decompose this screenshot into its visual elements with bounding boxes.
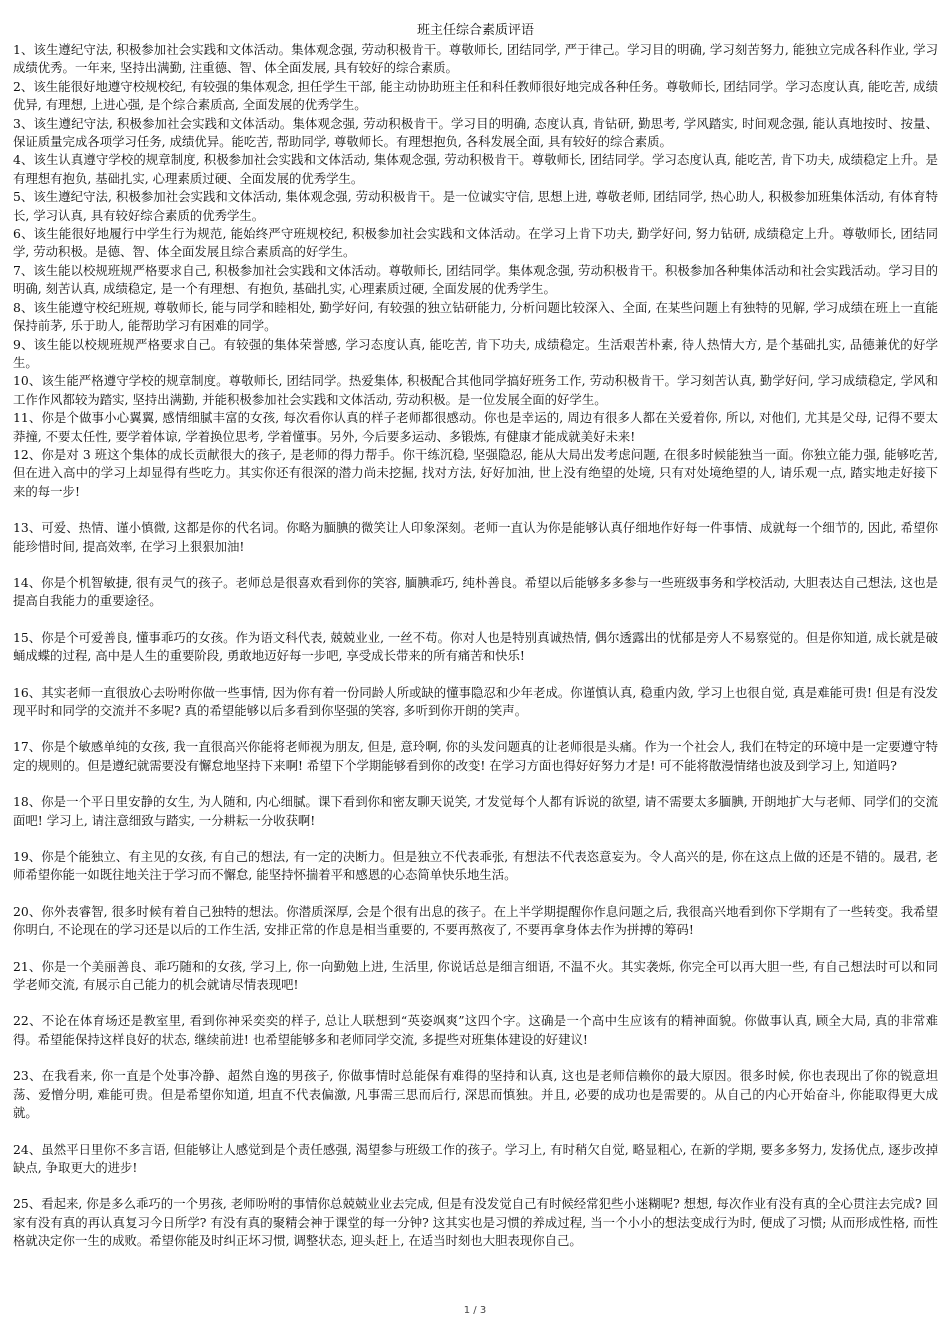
- comment-entry-11: 11、你是个做事小心翼翼, 感情细腻丰富的女孩, 每次看你认真的样子老师都很感动。你也是幸运的, 周边有很多人都在关爱着你, 所以, 对他们, 尤其是父母, 记得不要太莽撞, 不要太任性, 要学着体谅, 学着换位思考, 学着懂事。另外, 今后要多运动、多锻炼, 有健康才能成就美好未来!: [13, 410, 938, 444]
- comment-entry-10: 10、该生能严格遵守学校的规章制度。尊敬师长, 团结同学。热爱集体, 积极配合其他同学搞好班务工作, 劳动积极肯干。学习刻苦认真, 勤学好问, 学习成绩稳定, 学风和工作作风都较为踏实, 坚持出满勤, 并能积极参加社会实践和文体活动, 劳动积极。是一位发展全面的好学生。: [13, 373, 938, 407]
- comment-entry-19: 19、你是个能独立、有主见的女孩, 有自己的想法, 有一定的决断力。但是独立不代表乖张, 有想法不代表恣意妄为。令人高兴的是, 你在这点上做的还是不错的。晟君, 老师希望你能一如既往地关注于学习而不懈怠, 能坚持怀揣着平和感恩的心态简单快乐地生活。: [13, 849, 938, 883]
- comment-entry-3: 3、该生遵纪守法, 积极参加社会实践和文体活动。集体观念强, 劳动积极肯干。学习目的明确, 态度认真, 肯钻研, 勤思考, 学风踏实, 时间观念强, 能认真地按时、按量、保证质量完成各项学习任务, 成绩优异。能吃苦, 帮助同学, 尊敬师长。有理想抱负, 各科发展全面, 具有较好的综合素质。: [13, 115, 938, 150]
- comment-entry-15: 15、你是个可爱善良, 懂事乖巧的女孩。作为语文科代表, 兢兢业业, 一丝不苟。你对人也是特别真诚热情, 偶尔透露出的忧郁是旁人不易察觉的。但是你知道, 成长就是破蛹成蝶的过程, 高中是人生的重要阶段, 勇敢地迈好每一步吧, 享受成长带来的所有痛苦和快乐!: [13, 629, 938, 664]
- comment-entry-21: 21、你是一个美丽善良、乖巧随和的女孩, 学习上, 你一向勤勉上进, 生活里, 你说话总是细言细语, 不温不火。其实袭烁, 你完全可以再大胆一些, 有自己想法时可以和同学老师交流, 有展示自己能力的机会就请尽情表现吧!: [13, 958, 938, 993]
- comment-entry-6: 6、该生能很好地履行中学生行为规范, 能始终严守班规校纪, 积极参加社会实践和文体活动。在学习上肯下功夫, 勤学好问, 努力钻研, 成绩稳定上升。尊敬师长, 团结同学, 劳动积极。是德、智、体全面发展且综合素质高的好学生。: [13, 226, 938, 260]
- comment-entry-18: 18、你是一个平日里安静的女生, 为人随和, 内心细腻。课下看到你和密友聊天说笑, 才发觉每个人都有诉说的欲望, 请不需要太多腼腆, 开朗地扩大与老师、同学们的交流面吧! 学习上, 请注意细致与踏实, 一分耕耘一分收获啊!: [13, 794, 938, 828]
- comment-entry-1: 1、该生遵纪守法, 积极参加社会实践和文体活动。集体观念强, 劳动积极肯干。尊敬师长, 团结同学, 严于律己。学习目的明确, 学习刻苦努力, 能独立完成各科作业, 学习成绩优秀。一年来, 坚持出满勤, 注重德、智、体全面发展, 具有较好的综合素质。: [13, 42, 938, 76]
- page-number: 1 / 3: [463, 1305, 487, 1316]
- comment-entry-23: 23、在我看来, 你一直是个处事冷静、超然自逸的男孩子, 你做事情时总能保有难得的坚持和认真, 这也是老师信赖你的最大原因。很多时候, 你也表现出了你的锐意坦荡、爱憎分明, 难能可贵。但是希望你知道, 坦直不代表偏激, 凡事需三思而后行, 深思而慎独。并且, 必要的成功也是需要的。从自己的内心开始奋斗, 你能取得更大成就。: [13, 1068, 938, 1121]
- comment-entry-12: 12、你是对 3 班这个集体的成长贡献很大的孩子, 是老师的得力帮手。你干练沉稳, 坚强隐忍, 能从大局出发考虑问题, 在很多时候能独当一面。你独立能力强, 能够吃苦, 但在进入高中的学习上却显得有些吃力。其实你还有很深的潜力尚未挖掘, 找对方法, 好好加油, 世上没有绝望的处境, 只有对处境绝望的人, 请乐观一点, 踏实地走好接下来的每一步!: [13, 446, 938, 499]
- document-page: [13, 22, 938, 1251]
- comment-entry-2: 2、该生能很好地遵守校规校纪, 有较强的集体观念, 担任学生干部, 能主动协助班主任和科任教师很好地完成各种任务。尊敬师长, 团结同学。学习态度认真, 能吃苦, 成绩优异, 有理想, 上进心强, 是个综合素质高, 全面发展的优秀学生。: [13, 78, 938, 113]
- comment-entry-13: 13、可爱、热情、谨小慎微, 这都是你的代名词。你略为腼腆的微笑让人印象深刻。老师一直认为你是能够认真仔细地作好每一件事情、成就每一个细节的, 因此, 希望你能珍惜时间, 提高效率, 在学习上狠狠加油!: [13, 520, 938, 554]
- comment-entry-22: 22、不论在体育场还是教室里, 看到你神采奕奕的样子, 总让人联想到“英姿飒爽”这四个字。这确是一个高中生应该有的精神面貌。你做事认真, 顾全大局, 真的非常难得。希望能保持这样良好的状态, 继续前进! 也希望能够多和老师同学交流, 多提些对班集体建设的好建议!: [13, 1013, 938, 1047]
- comment-entry-17: 17、你是个敏感单纯的女孩, 我一直很高兴你能将老师视为朋友, 但是, 意玲啊, 你的头发问题真的让老师很是头痛。作为一个社会人, 我们在特定的环境中是一定要遵守特定的规则的。但是遵纪就需要没有懈怠地坚持下来啊! 希望下个学期能够看到你的改变! 在学习方面也得好好努力才是! 可不能将散漫情绪也波及到学习上, 知道吗?: [13, 739, 938, 773]
- comment-entry-20: 20、你外表睿智, 很多时候有着自己独特的想法。你潜质深厚, 会是个很有出息的孩子。在上半学期提醒你作息问题之后, 我很高兴地看到你下学期有了一些转变。我希望你明白, 不论现在的学习还是以后的工作生活, 安排正常的作息是相当重要的, 不要再熬夜了, 不要再拿身体去作为拼搏的筹码!: [13, 903, 938, 938]
- comment-entry-24: 24、虽然平日里你不多言语, 但能够让人感觉到是个责任感强, 渴望参与班级工作的孩子。学习上, 有时稍欠自觉, 略显粗心, 在新的学期, 要多多努力, 发扬优点, 逐步改掉缺点, 争取更大的进步!: [13, 1141, 938, 1175]
- comment-entry-16: 16、其实老师一直很放心去吩咐你做一些事情, 因为你有着一份同龄人所或缺的懂事隐忍和少年老成。你谨慎认真, 稳重内敛, 学习上也很自觉, 真是难能可贵! 但是有没发现平时和同学的交流并不多呢? 真的希望能够以后多看到你坚强的笑容, 多听到你开朗的笑声。: [13, 684, 938, 718]
- comment-entry-8: 8、该生能遵守校纪班规, 尊敬师长, 能与同学和睦相处, 勤学好问, 有较强的独立钻研能力, 分析问题比较深入、全面, 在某些问题上有独特的见解, 学习成绩在班上一直能保持前茅, 乐于助人, 能帮助学习有困难的同学。: [13, 299, 938, 334]
- comment-entry-4: 4、该生认真遵守学校的规章制度, 积极参加社会实践和文体活动, 集体观念强, 劳动积极肯干。尊敬师长, 团结同学。学习态度认真, 能吃苦, 肯下功夫, 成绩稳定上升。是有理想有抱负, 基础扎实, 心理素质过硬、全面发展的优秀学生。: [13, 152, 938, 186]
- comment-list: [13, 41, 938, 1251]
- document-title: 班主任综合素质评语: [416, 23, 534, 38]
- comment-entry-5: 5、该生遵纪守法, 积极参加社会实践和文体活动, 集体观念强, 劳动积极肯干。是一位诚实守信, 思想上进, 尊敬老师, 团结同学, 热心助人, 积极参加班集体活动, 有体育特长, 学习认真, 具有较好综合素质的优秀学生。: [13, 189, 938, 223]
- comment-entry-25: 25、看起来, 你是多么乖巧的一个男孩, 老师吩咐的事情你总兢兢业业去完成, 但是有没发觉自己有时候经常犯些小迷糊呢? 想想, 每次作业有没有真的全心贯注去完成? 回家有没有真的再认真复习今日所学? 有没有真的聚精会神于课堂的每一分钟? 这其实也是习惯的养成过程, 当一个小小的想法变成行为时, 便成了习惯; 从而形成性格, 而性格就决定你一生的成败。希望你能及时纠正坏习惯, 调整状态, 迎头赶上, 在适当时刻也大胆表现你自己。: [13, 1196, 938, 1249]
- comment-entry-7: 7、该生能以校规班规严格要求自己, 积极参加社会实践和文体活动。尊敬师长, 团结同学。集体观念强, 劳动积极肯干。积极参加各种集体活动和社会实践活动。学习目的明确, 刻苦认真, 成绩稳定, 是一个有理想、有抱负, 基础扎实, 心理素质过硬, 全面发展的优秀学生。: [13, 262, 938, 297]
- comment-entry-14: 14、你是个机智敏捷, 很有灵气的孩子。老师总是很喜欢看到你的笑容, 腼腆乖巧, 纯朴善良。希望以后能够多多参与一些班级事务和学校活动, 大胆表达自己想法, 这也是提高自我能力的重要途径。: [13, 574, 938, 609]
- comment-entry-9: 9、该生能以校规班规严格要求自己。有较强的集体荣誉感, 学习态度认真, 能吃苦, 肯下功夫, 成绩稳定。生活艰苦朴素, 待人热情大方, 是个基础扎实, 品德兼优的好学生。: [13, 336, 938, 370]
